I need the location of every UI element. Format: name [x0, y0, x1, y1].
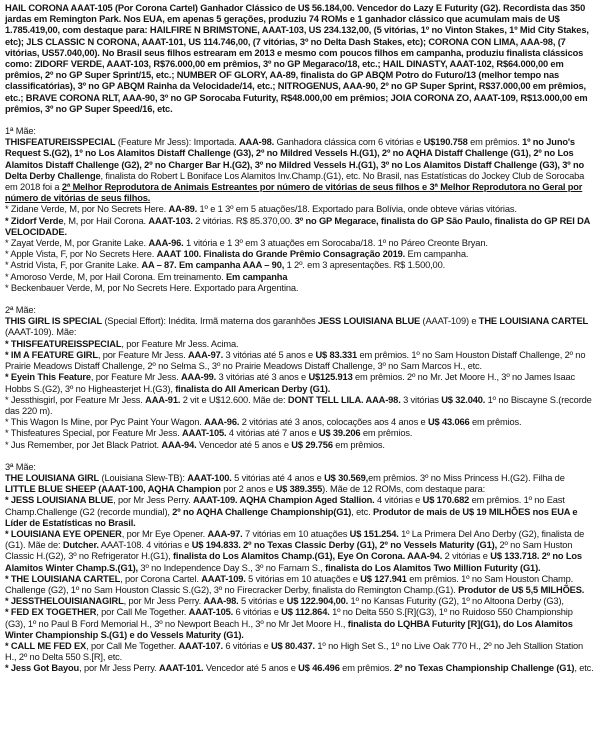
- text-run: AAAT-100.: [187, 472, 232, 483]
- text-run: finalista do LQHBA Futurity [R](G1), do Los Alamitos Winter Championship S.(G1) e do Vessels Maturity (G1).: [5, 618, 573, 640]
- text-run: AAA-98.: [203, 596, 239, 607]
- text-run: (Feature Mr Jess): Importada.: [115, 137, 239, 148]
- first-dam-produce-list: [5, 204, 595, 294]
- produce-entry: [5, 574, 595, 596]
- produce-entry: [5, 216, 595, 238]
- text-run: , finalista do Robert L Boniface Los Alamitos Inv.Champ.(G1), etc. No Brasil, nas Estatísticas do Jockey Club de Sorocaba em 2018 foi a: [5, 170, 585, 193]
- text-run: * JESS LOUISIANA BLUE: [5, 495, 114, 506]
- text-run: U$ 46.496: [298, 663, 340, 674]
- text-run: , por Corona Cartel.: [120, 573, 202, 584]
- text-run: (AAAT-109). Mãe:: [5, 327, 77, 338]
- text-run: 5 vitórias e: [238, 596, 287, 607]
- text-run: 1º no Delta 550 S.[R](G3), 1º no Ruidoso 550 Championship (G3), 1º no Paul B Ford Memorial H., 3º no Newport Beach H., 3º no Mr Jet Moore H.,: [5, 607, 573, 629]
- sire-hail-corona-paragraph: [5, 3, 595, 115]
- text-run: AAAT-109.: [201, 573, 246, 584]
- text-run: U$ 83.331: [315, 349, 358, 360]
- produce-entry: [5, 339, 595, 350]
- produce-entry: [5, 440, 595, 451]
- text-run: * FED EX TOGETHER: [5, 607, 97, 618]
- text-run: , por Feature Mr Jess.: [97, 349, 188, 360]
- produce-entry: [5, 272, 595, 283]
- text-run: , por Mr Jess Perry.: [113, 495, 193, 506]
- text-run: (Special Effort): Inédita. Irmã materna dos garanhões: [102, 316, 318, 327]
- text-run: 2º no AQHA Challenge Championship(G1): [172, 506, 352, 517]
- text-run: em prêmios. 2º no Mr. Jet Moore H., 3º no James Isaac Hobbs S.(G2), 3º no Higheasterjet H.(G3),: [5, 372, 576, 394]
- second-dam-produce-list: [5, 339, 595, 451]
- text-run: 2º no Sam Huston Classic H.(G2), 3º no Refrigerator H.(G1),: [5, 540, 573, 562]
- text-run: U$ 30.569,: [324, 472, 369, 483]
- text-run: 1º no High Set S., 1º no Live Oak 770 H., 2º no Jeh Stallion Station H., 2º no Delta 550 S.[R], etc.: [5, 640, 584, 663]
- text-run: AAAT-101.: [158, 663, 204, 674]
- produce-entry: [5, 372, 595, 394]
- first-dam-section: [5, 126, 595, 294]
- text-run: * THISFEATUREISSPECIAL: [5, 338, 122, 349]
- text-run: Em campanha: [225, 271, 288, 282]
- text-run: AA – 87. Em campanha AAA – 90,: [141, 260, 285, 271]
- text-run: U$ 112.864.: [281, 607, 330, 618]
- text-run: THISFEATUREISSPECIAL: [5, 137, 116, 148]
- text-run: * Amoroso Verde, M, por Hail Corona. Em treinamento.: [5, 271, 226, 282]
- text-run: , por Mr Jess Perry.: [123, 596, 204, 607]
- text-run: em prêmios.: [332, 439, 385, 450]
- text-run: U$ 194.833. 2º no Texas Classic Derby (G1), 2º no Vessels Maturity (G1),: [191, 540, 498, 551]
- text-run: em prêmios. 1º no Sam Houston Distaff Challenge, 2º no Prairie Meadows Distaff Challenge, 2º no Selma S., 3º no Prairie Meadows Distaff Challenge, 3º no Sam Marcos H., etc.: [5, 349, 586, 372]
- text-run: U$ 39.206: [318, 428, 361, 439]
- text-run: U$190.758: [423, 137, 468, 148]
- produce-entry: [5, 260, 595, 271]
- produce-entry: [5, 641, 595, 663]
- text-run: THIS GIRL IS SPECIAL: [5, 316, 103, 327]
- text-run: * Apple Vista, F, por No Secrets Here.: [5, 249, 157, 260]
- text-run: , M, por Hail Corona.: [63, 215, 149, 226]
- produce-entry: [5, 238, 595, 249]
- text-run: em prêmios.: [339, 663, 395, 674]
- text-run: AAA-96.: [148, 238, 184, 249]
- text-run: 2º no Texas Championship Challenge (G1): [394, 663, 575, 674]
- text-run: 2 vitórias até 3 anos, colocações aos 4 anos e: [239, 417, 428, 428]
- text-run: 1 vitória e 1 3º em 3 atuações em Sorocaba/18. 1º no Páreo Creonte Bryan.: [183, 238, 488, 249]
- text-run: em prêmios. 1º no Sam Houston Champ. Challenge (G2), 1º no Sam Houston Classic S.(G2), 3º no Firecracker Derby, finalista do Remington Champ.(G1).: [5, 573, 574, 595]
- produce-entry: [5, 607, 595, 641]
- produce-entry: [5, 663, 595, 674]
- text-run: * JESSTHELOUISIANAGIRL: [5, 596, 124, 607]
- text-run: U$ 127.941: [360, 573, 407, 584]
- text-run: * CALL ME FED EX: [5, 640, 87, 651]
- text-run: 3º no GP Megarace, finalista do GP São Paulo, finalista do GP REI DA VELOCIDADE.: [5, 215, 590, 237]
- text-run: 1 2º. em 3 apresentações. R$ 1.500,00.: [284, 260, 446, 271]
- text-run: Produtor de mais de U$ 19 MILHÕES nos EUA e Líder de Estatísticas no Brasil.: [5, 506, 578, 528]
- text-run: em prêmios. 1º no East Champ.Challenge (G2 (recorde mundial),: [5, 495, 565, 517]
- text-run: 2 vitórias e: [442, 551, 491, 562]
- text-run: AAAT-105.: [182, 428, 227, 439]
- produce-entry: [5, 529, 595, 574]
- text-run: * Jess Got Bayou: [5, 663, 80, 674]
- text-run: AAAT 100. Finalista do Grande Prêmio Consagração 2019.: [156, 249, 406, 260]
- text-run: finalista do All American Derby (G1).: [175, 383, 331, 394]
- text-run: 5 vitórias em 10 atuações e: [245, 573, 361, 584]
- text-run: , por Feature Mr Jess.: [90, 372, 181, 383]
- text-run: AAAT-107.: [178, 640, 223, 651]
- text-run: em prêmios.: [467, 137, 523, 148]
- third-dam-heading: 3ª Mãe:: [5, 461, 36, 472]
- text-run: 6 vitórias e: [233, 607, 282, 618]
- text-run: * Eyein This Feature: [5, 372, 91, 383]
- text-run: * Astrid Vista, F, por Granite Lake.: [5, 260, 142, 271]
- text-run: AAAT-105.: [188, 607, 234, 618]
- text-run: Vencedor até 5 anos e: [196, 439, 292, 450]
- text-run: AAA-97.: [207, 528, 243, 539]
- text-run: , por Call Me Together.: [96, 607, 189, 618]
- text-run: AAA-97.: [187, 349, 224, 360]
- text-run: 2 vit e U$12.600. Mãe de:: [180, 394, 288, 405]
- text-run: em prêmios.: [469, 417, 522, 428]
- text-run: 3 vitórias: [400, 394, 442, 405]
- text-run: HAIL CORONA AAAT-105 (Por Corona Cartel) Ganhador Clássico de U$ 56.184,00. Vencedor do Lazy E Futurity (G2). Recordista das 350 jardas em Remington Park. Nos EUA, em apenas 5 gerações, produziu 74 ROMs e 1 ganhador clássico que acumulam mais de U$ 1.785.419,00, com destaque para: HAILFIRE N BRIMSTONE, AAAT-103, US 234.132,00, (5 vitórias, 1º no Vinton Stakes, 1º Mid City Stakes, etc); JLS CLASSIC N CORONA, AAAT-101, US 114.746,00, (7 vitórias, 3º no Delta Dash Stakes, etc); CORONA CON LIMA, AAA-98, (7 vitórias, US57.040,00). No Brasil seus filhos estrearam em 2013 e mesmo com poucos filhos em campanha, produziu finalista clássicos como: ZIDORF VERDE, AAAT-103, R$76.000,00 em prêmios, 3º no GP Megaraco/18, etc.; HAIL DINASTY, AAAT-102, R$64.000,00 em prêmios, 2º no GP Super Sprint/15, etc.; NUMBER OF GLORY, AA-89, finalista do GP ABQM Potro do Futuro/13 (melhor tempo nas classificatórias), 3º no GP ABQM Rainha da Velocidade/14, etc.; NITROGENUS, AAA-90, 2º no GP Super Sprint, R$37.000,00 em prêmios, etc.; BRAVE CORONA RLT, AAA-90, 3º no GP Sorocaba Futurity, R$48.000,00 em prêmios; JOIA CORONA ZO, AAAT-109, R$13.000,00 em prêmios, 3º no GP Super Speed/16, etc.: [5, 3, 589, 114]
- text-run: 6 vitórias e: [222, 640, 271, 651]
- text-run: * Zayat Verde, M, por Granite Lake.: [5, 238, 149, 249]
- third-dam-section: [5, 462, 595, 675]
- produce-entry: [5, 428, 595, 439]
- text-run: (Louisiana Slew-TB):: [99, 472, 188, 483]
- third-dam-description: [5, 473, 595, 495]
- text-run: AAAT-108. 4 vitórias e: [98, 540, 192, 551]
- second-dam-description: [5, 316, 595, 338]
- text-run: U$ 80.437.: [270, 640, 315, 651]
- text-run: U$ 133.718. 2º no Los Alamitos Winter Champ.S.(G1),: [5, 551, 582, 573]
- text-run: Em campanha.: [405, 249, 469, 260]
- text-run: , etc.: [574, 663, 594, 674]
- text-run: , por Call Me Together.: [86, 640, 179, 651]
- text-run: U$ 389.355: [275, 484, 323, 495]
- text-run: U$ 32.040.: [441, 394, 486, 405]
- text-run: * Beckenbauer Verde, M, por No Secrets Here. Exportado para Argentina.: [5, 282, 299, 293]
- text-run: AAA-98.: [238, 137, 275, 148]
- text-run: 7 vitórias em 10 atuações: [242, 528, 350, 539]
- text-run: 3 vitórias até 3 anos e: [216, 372, 309, 383]
- text-run: AAAT-109. AQHA Champion Aged Stallion.: [192, 495, 375, 506]
- text-run: finalista do Los Alamitos Two Million Futurity (G1).: [325, 562, 541, 573]
- text-run: 2 vitórias. R$ 85.370,00.: [192, 215, 295, 226]
- produce-entry: [5, 417, 595, 428]
- text-run: , por Mr Eye Opener.: [121, 528, 208, 539]
- text-run: JESS LOUISIANA BLUE: [317, 316, 421, 327]
- text-run: finalista do Los Alamitos Champ.(G1), Eye On Corona. AAA-94.: [172, 551, 443, 562]
- text-run: 4 vitórias até 7 anos e: [226, 428, 319, 439]
- text-run: DONT TELL LILA. AAA-98.: [287, 394, 401, 405]
- first-dam-heading: 1ª Mãe:: [5, 126, 36, 137]
- text-run: 1º no Kansas Futurity (G2), 1º no Altoona Derby (G3),: [348, 596, 564, 607]
- text-run: THE LOUISIANA CARTEL: [478, 316, 589, 327]
- second-dam-section: [5, 305, 595, 451]
- text-run: 3 vitórias até 5 anos e: [223, 349, 316, 360]
- text-run: U$ 29.756: [291, 439, 333, 450]
- text-run: 4 vitórias e: [374, 495, 423, 506]
- text-run: 1º no Biscayne S.(recorde das 220 m).: [5, 394, 592, 416]
- text-run: ). Mãe de 12 ROMs, com destaque para:: [322, 484, 486, 495]
- text-run: , por Feature Mr Jess. Acima.: [121, 338, 239, 349]
- text-run: AAA-99.: [180, 372, 217, 383]
- text-run: 1º e 1 3º em 5 atuações/18. Exportado para Bolívia, onde obteve várias vitórias.: [197, 204, 517, 215]
- produce-entry: [5, 204, 595, 215]
- produce-entry: [5, 395, 595, 417]
- text-run: em prêmios.: [360, 428, 413, 439]
- text-run: 2ª Melhor Reprodutora de Animais Estreantes por número de vitórias de seus filhos e 3ª Melhor Reprodutora no Geral por número de vitórias de seus filhos.: [5, 182, 583, 204]
- text-run: por 2 anos e: [220, 484, 276, 495]
- text-run: em prêmios. 3º no Miss Princess H.(G2). Filha de: [368, 472, 565, 483]
- text-run: 1º La Primera Del Ano Derby (G2), finalista de (G1). Mãe de:: [5, 528, 585, 551]
- text-run: * IM A FEATURE GIRL: [5, 349, 98, 360]
- text-run: THE LOUISIANA GIRL: [5, 472, 100, 483]
- produce-entry: [5, 249, 595, 260]
- text-run: * Zidorf Verde: [5, 215, 64, 226]
- text-run: (AAAT-109) e: [420, 316, 479, 327]
- first-dam-description: [5, 137, 595, 204]
- text-run: U$ 43.066: [427, 417, 470, 428]
- text-run: Dutcher.: [62, 540, 99, 551]
- text-run: U$125.913: [308, 372, 353, 383]
- text-run: * Thisfeatures Special, por Feature Mr Jess.: [5, 428, 183, 439]
- second-dam-heading: 2ª Mãe:: [5, 305, 36, 316]
- text-run: AAA-94.: [161, 439, 197, 450]
- text-run: AAA-91.: [145, 394, 181, 405]
- text-run: AAAT-103.: [148, 215, 193, 226]
- text-run: Ganhadora clássica com 6 vitórias e: [274, 137, 424, 148]
- text-run: LITTLE BLUE SHEEP (AAAT-100, AQHA Champion: [5, 484, 221, 495]
- text-run: 1º no Juno's Request S.(G2), 1º no Los Alamitos Distaff Challenge (G3), 2º no Mildred Vessels H.(G1), 2º no AQHA Distaff Challenge (G1), 2º no Los Alamitos Distaff Challenge (G2), 2º no Charger Bar H.(G2), 3º no Mildred Vessels H.(G1), 3º no Los Alamitos Distaff Challenge (G3), 3º no Delta Derby Challenge: [5, 137, 585, 181]
- text-run: Vencedor até 5 anos e: [203, 663, 299, 674]
- text-run: 5 vitórias até 4 anos e: [231, 472, 325, 483]
- text-run: * This Wagon Is Mine, por Pyc Paint Your Wagon.: [5, 417, 205, 428]
- text-run: * THE LOUISIANA CARTEL: [5, 573, 121, 584]
- text-run: , por Mr Jess Perry.: [79, 663, 159, 674]
- produce-entry: [5, 350, 595, 372]
- text-run: U$ 151.254.: [349, 528, 399, 539]
- text-run: U$ 170.682: [422, 495, 470, 506]
- text-run: Produtor de U$ 5,5 MILHÕES.: [458, 584, 585, 595]
- produce-entry: [5, 596, 595, 607]
- text-run: 3º no Independence Day S., 3º no Farnam S.,: [137, 562, 326, 573]
- text-run: , etc.: [351, 506, 373, 517]
- text-run: * Jus Remember, por Jet Black Patriot.: [5, 439, 162, 450]
- text-run: * LOUISIANA EYE OPENER: [5, 528, 122, 539]
- text-run: AAA-96.: [204, 417, 240, 428]
- text-run: * Zidane Verde, M, por No Secrets Here.: [5, 204, 169, 215]
- third-dam-produce-list: [5, 495, 595, 674]
- text-run: * Jessthisgirl, por Feature Mr Jess.: [5, 394, 146, 405]
- produce-entry: [5, 495, 595, 529]
- text-run: U$ 122.904,00.: [286, 596, 349, 607]
- produce-entry: [5, 283, 595, 294]
- text-run: AA-89.: [168, 204, 198, 215]
